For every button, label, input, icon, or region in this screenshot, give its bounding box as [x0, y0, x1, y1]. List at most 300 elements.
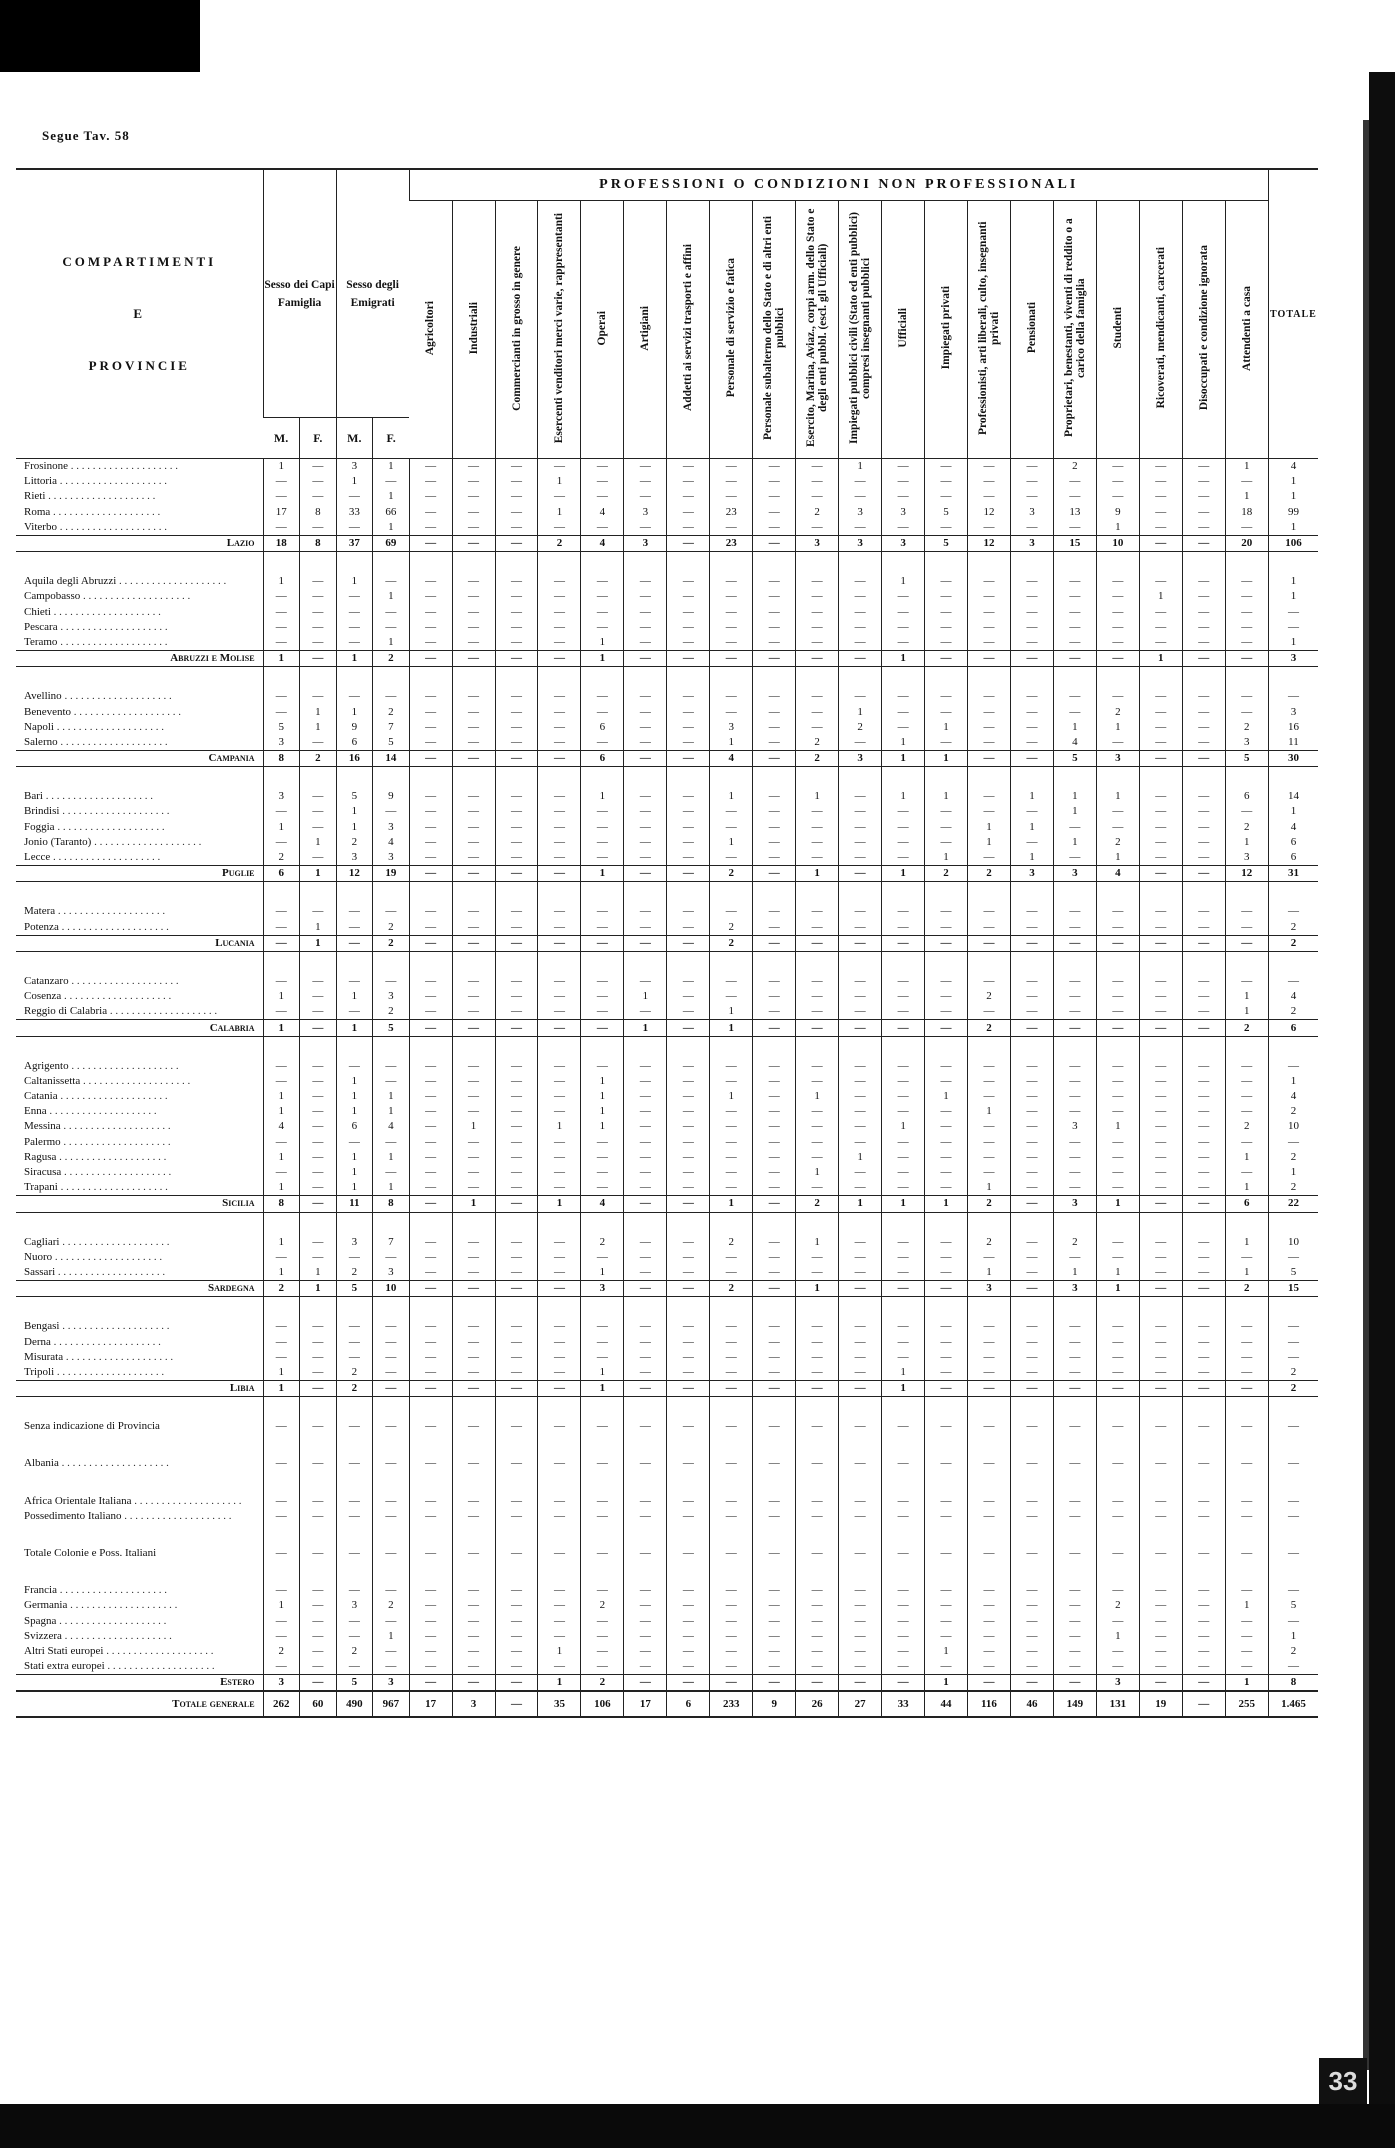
- table-cell: 1: [263, 989, 300, 1004]
- table-cell: —: [1010, 651, 1053, 667]
- table-cell: —: [753, 1365, 796, 1381]
- table-cell: —: [1139, 1089, 1182, 1104]
- row-label: Derna . . .: [16, 1334, 263, 1349]
- table-cell: —: [300, 1119, 337, 1134]
- table-cell: 2: [373, 920, 410, 936]
- table-cell: —: [1139, 1250, 1182, 1265]
- table-cell: —: [796, 804, 839, 819]
- table-cell: —: [373, 1381, 410, 1397]
- table-cell: 6: [1268, 835, 1318, 850]
- spacer-cell: [336, 1434, 373, 1456]
- spacer-cell: [1268, 1212, 1318, 1235]
- table-cell: —: [710, 1644, 753, 1659]
- table-cell: —: [409, 574, 452, 589]
- profession-header-label: Operai: [596, 310, 609, 346]
- spacer-cell: [839, 1434, 882, 1456]
- spacer-cell: [1053, 1434, 1096, 1456]
- table-cell: —: [796, 1334, 839, 1349]
- spacer-cell: [581, 767, 624, 790]
- table-cell: —: [1182, 920, 1225, 936]
- spacer-cell: [1053, 552, 1096, 575]
- table-cell: —: [495, 1350, 538, 1365]
- table-cell: 3: [1010, 866, 1053, 882]
- spacer-cell: [581, 667, 624, 690]
- table-cell: 5: [336, 789, 373, 804]
- table-cell: —: [925, 1074, 968, 1089]
- table-cell: 1: [581, 1381, 624, 1397]
- table-cell: —: [1139, 1494, 1182, 1509]
- subtotal-row: [16, 1020, 1318, 1036]
- table-cell: —: [753, 1456, 796, 1471]
- table-cell: —: [1225, 1614, 1268, 1629]
- table-cell: —: [409, 1165, 452, 1180]
- table-cell: —: [452, 1598, 495, 1613]
- table-cell: —: [495, 935, 538, 951]
- table-cell: —: [839, 1456, 882, 1471]
- table-cell: —: [925, 904, 968, 919]
- table-row: [16, 1350, 1318, 1365]
- table-cell: —: [882, 1059, 925, 1074]
- table-cell: —: [624, 1614, 667, 1629]
- table-cell: —: [1182, 1350, 1225, 1365]
- table-row: [16, 605, 1318, 620]
- table-cell: —: [452, 1281, 495, 1297]
- row-label: Libia: [16, 1381, 263, 1397]
- table-cell: —: [1268, 904, 1318, 919]
- table-cell: —: [968, 1365, 1011, 1381]
- table-cell: —: [1182, 804, 1225, 819]
- spacer-cell: [495, 1561, 538, 1583]
- table-cell: —: [667, 974, 710, 989]
- row-label: Viterbo . . .: [16, 520, 263, 536]
- table-cell: —: [839, 1119, 882, 1134]
- table-cell: —: [753, 704, 796, 719]
- table-cell: —: [1053, 1629, 1096, 1644]
- table-cell: —: [925, 474, 968, 489]
- table-cell: —: [624, 474, 667, 489]
- table-cell: —: [753, 689, 796, 704]
- spacer-cell: [452, 552, 495, 575]
- table-cell: 3: [336, 459, 373, 475]
- table-cell: —: [300, 651, 337, 667]
- table-cell: —: [495, 605, 538, 620]
- table-cell: —: [1182, 1180, 1225, 1196]
- spacer-cell: [839, 951, 882, 974]
- table-cell: —: [753, 1659, 796, 1675]
- table-cell: 6: [581, 720, 624, 735]
- spacer-cell: [373, 552, 410, 575]
- table-cell: —: [925, 1104, 968, 1119]
- spacer-cell: [839, 1561, 882, 1583]
- row-label: Germania . . .: [16, 1598, 263, 1613]
- table-cell: —: [300, 605, 337, 620]
- table-cell: —: [452, 689, 495, 704]
- table-cell: —: [710, 850, 753, 866]
- spacer-cell: [624, 1524, 667, 1546]
- table-cell: —: [495, 1020, 538, 1036]
- table-cell: —: [753, 850, 796, 866]
- spacer-cell: [667, 1524, 710, 1546]
- spacer-cell: [667, 767, 710, 790]
- table-cell: —: [263, 1319, 300, 1334]
- table-cell: —: [925, 1350, 968, 1365]
- table-cell: —: [495, 751, 538, 767]
- spacer-cell: [373, 1472, 410, 1494]
- table-cell: —: [1182, 866, 1225, 882]
- table-cell: —: [263, 935, 300, 951]
- table-cell: —: [538, 1265, 581, 1281]
- table-cell: —: [753, 920, 796, 936]
- spacer-cell: [1096, 1434, 1139, 1456]
- table-cell: —: [753, 1350, 796, 1365]
- table-cell: 3: [839, 535, 882, 551]
- spacer-cell: [1182, 667, 1225, 690]
- table-cell: —: [753, 535, 796, 551]
- profession-header-label: Agricoltori: [424, 300, 437, 356]
- table-cell: —: [925, 1546, 968, 1561]
- table-cell: —: [1010, 1250, 1053, 1265]
- subtotal-row: [16, 1675, 1318, 1692]
- table-cell: 1: [925, 1089, 968, 1104]
- table-row: [16, 620, 1318, 635]
- table-cell: —: [1139, 1419, 1182, 1434]
- table-cell: 1: [1010, 820, 1053, 835]
- table-cell: —: [839, 1104, 882, 1119]
- table-cell: —: [1139, 1614, 1182, 1629]
- table-cell: —: [925, 1456, 968, 1471]
- table-cell: —: [968, 751, 1011, 767]
- table-cell: 1: [1096, 850, 1139, 866]
- spacer-cell: [667, 1397, 710, 1420]
- spacer-cell: [336, 1524, 373, 1546]
- spacer-cell: [373, 1036, 410, 1059]
- table-cell: —: [624, 1659, 667, 1675]
- table-cell: —: [495, 1235, 538, 1250]
- table-cell: —: [1096, 1365, 1139, 1381]
- table-cell: —: [882, 1150, 925, 1165]
- table-cell: —: [452, 1180, 495, 1196]
- table-cell: —: [839, 989, 882, 1004]
- table-cell: —: [839, 1381, 882, 1397]
- table-cell: 1: [452, 1196, 495, 1212]
- table-cell: —: [1096, 1334, 1139, 1349]
- table-cell: —: [1182, 520, 1225, 536]
- table-cell: —: [796, 1546, 839, 1561]
- spacer-cell: [300, 767, 337, 790]
- table-cell: 3: [1010, 535, 1053, 551]
- table-cell: —: [1053, 1509, 1096, 1524]
- row-label: Potenza . . .: [16, 920, 263, 936]
- table-cell: —: [300, 789, 337, 804]
- scan-border-right: [1369, 72, 1395, 2148]
- table-cell: —: [300, 620, 337, 635]
- profession-header-label: Personale di servizio e fatica: [725, 258, 738, 398]
- table-cell: 14: [373, 751, 410, 767]
- table-cell: —: [710, 1104, 753, 1119]
- table-cell: —: [882, 1319, 925, 1334]
- spacer-cell: [1225, 1397, 1268, 1420]
- table-row: [16, 1319, 1318, 1334]
- table-cell: —: [452, 1165, 495, 1180]
- table-row: [16, 1250, 1318, 1265]
- spacer-cell: [538, 882, 581, 905]
- table-cell: —: [1053, 474, 1096, 489]
- table-cell: —: [581, 1509, 624, 1524]
- table-cell: —: [336, 1583, 373, 1598]
- spacer-cell: [1010, 951, 1053, 974]
- table-cell: —: [495, 789, 538, 804]
- table-cell: 2: [581, 1235, 624, 1250]
- table-cell: —: [796, 974, 839, 989]
- table-cell: —: [538, 1150, 581, 1165]
- table-cell: 2: [263, 1644, 300, 1659]
- table-row: [16, 1059, 1318, 1074]
- spacer-cell: [710, 1472, 753, 1494]
- profession-header: [753, 201, 796, 459]
- table-cell: —: [300, 820, 337, 835]
- table-cell: —: [495, 651, 538, 667]
- table-cell: —: [1139, 866, 1182, 882]
- table-cell: —: [409, 904, 452, 919]
- table-cell: —: [409, 620, 452, 635]
- table-cell: —: [336, 1319, 373, 1334]
- spacer-cell: [1182, 1212, 1225, 1235]
- table-cell: —: [624, 1059, 667, 1074]
- table-cell: —: [667, 520, 710, 536]
- table-cell: —: [624, 1180, 667, 1196]
- table-cell: —: [538, 1419, 581, 1434]
- table-cell: —: [667, 1250, 710, 1265]
- table-cell: 1: [710, 735, 753, 751]
- table-cell: —: [1182, 751, 1225, 767]
- table-cell: —: [667, 1150, 710, 1165]
- row-label: Totale Colonie e Poss. Italiani: [24, 1547, 157, 1560]
- spacer-cell: [373, 1212, 410, 1235]
- table-cell: —: [968, 1546, 1011, 1561]
- table-cell: —: [409, 1180, 452, 1196]
- table-cell: —: [1225, 1334, 1268, 1349]
- table-cell: 4: [373, 835, 410, 850]
- table-cell: —: [581, 574, 624, 589]
- table-cell: —: [1139, 1509, 1182, 1524]
- table-cell: —: [409, 1494, 452, 1509]
- table-row: [16, 1419, 1318, 1434]
- table-cell: —: [925, 1509, 968, 1524]
- table-cell: 11: [336, 1196, 373, 1212]
- table-cell: 5: [336, 1281, 373, 1297]
- table-cell: —: [581, 605, 624, 620]
- table-cell: 1: [263, 574, 300, 589]
- table-cell: —: [968, 1350, 1011, 1365]
- table-cell: —: [538, 459, 581, 475]
- table-cell: —: [1225, 1629, 1268, 1644]
- table-cell: —: [1053, 1350, 1096, 1365]
- spacer-cell: [300, 1397, 337, 1420]
- profession-header: [796, 201, 839, 459]
- spacer-cell: [263, 1036, 300, 1059]
- table-cell: —: [710, 1074, 753, 1089]
- table-cell: —: [925, 1494, 968, 1509]
- table-cell: —: [753, 1281, 796, 1297]
- table-cell: —: [409, 635, 452, 651]
- table-cell: —: [1053, 1150, 1096, 1165]
- table-cell: —: [667, 505, 710, 520]
- table-cell: —: [667, 804, 710, 819]
- table-cell: —: [538, 866, 581, 882]
- spacer-cell: [710, 1434, 753, 1456]
- table-cell: —: [1053, 904, 1096, 919]
- table-cell: —: [1182, 620, 1225, 635]
- row-label: Abruzzi e Molise: [16, 651, 263, 667]
- table-cell: —: [538, 850, 581, 866]
- table-cell: —: [753, 1334, 796, 1349]
- spacer-cell: [300, 1036, 337, 1059]
- table-cell: 1: [336, 1074, 373, 1089]
- table-cell: —: [263, 1165, 300, 1180]
- table-cell: —: [710, 689, 753, 704]
- table-cell: 1: [1268, 474, 1318, 489]
- table-row: [16, 1135, 1318, 1150]
- table-cell: —: [538, 1089, 581, 1104]
- spacer-cell: [624, 882, 667, 905]
- table-cell: 3: [882, 505, 925, 520]
- spacer-cell: [796, 1524, 839, 1546]
- table-cell: —: [753, 1089, 796, 1104]
- table-cell: —: [968, 1644, 1011, 1659]
- table-cell: —: [1225, 1509, 1268, 1524]
- spacer-cell: [263, 882, 300, 905]
- table-cell: —: [925, 935, 968, 951]
- table-cell: 1: [1010, 789, 1053, 804]
- table-cell: —: [1139, 1150, 1182, 1165]
- table-cell: —: [667, 1319, 710, 1334]
- table-cell: —: [452, 804, 495, 819]
- table-cell: —: [753, 635, 796, 651]
- table-cell: —: [538, 1074, 581, 1089]
- spacer-cell: [1053, 951, 1096, 974]
- table-row: [16, 1629, 1318, 1644]
- table-cell: —: [1139, 1165, 1182, 1180]
- emig-f-header: F.: [373, 418, 410, 459]
- table-cell: 3: [839, 751, 882, 767]
- heads-f-header: F.: [300, 418, 337, 459]
- spacer-cell: [1139, 1036, 1182, 1059]
- table-cell: 1: [1268, 1165, 1318, 1180]
- spacer-cell: [796, 552, 839, 575]
- table-cell: 1: [300, 866, 337, 882]
- table-cell: —: [667, 1135, 710, 1150]
- table-cell: —: [1268, 1583, 1318, 1598]
- spacer-cell: [495, 1397, 538, 1420]
- table-cell: —: [538, 605, 581, 620]
- table-cell: —: [667, 850, 710, 866]
- table-cell: —: [925, 1614, 968, 1629]
- spacer-cell: [1010, 1397, 1053, 1420]
- table-cell: —: [581, 850, 624, 866]
- table-cell: 1: [1268, 520, 1318, 536]
- table-cell: —: [925, 1281, 968, 1297]
- table-cell: —: [495, 1196, 538, 1212]
- table-cell: 3: [336, 1598, 373, 1613]
- table-cell: 1: [263, 1381, 300, 1397]
- table-cell: —: [409, 1004, 452, 1020]
- table-cell: —: [452, 720, 495, 735]
- table-cell: —: [452, 1135, 495, 1150]
- table-cell: 1: [373, 1089, 410, 1104]
- table-cell: —: [495, 904, 538, 919]
- table-cell: 1: [1225, 1675, 1268, 1692]
- table-cell: —: [336, 1135, 373, 1150]
- table-cell: —: [263, 1059, 300, 1074]
- table-cell: —: [409, 1089, 452, 1104]
- spacer-cell: [300, 667, 337, 690]
- table-cell: 4: [1268, 1089, 1318, 1104]
- table-cell: —: [1139, 720, 1182, 735]
- spacer-cell: [624, 1561, 667, 1583]
- table-cell: —: [373, 1546, 410, 1561]
- table-cell: —: [581, 1629, 624, 1644]
- spacer-cell: [882, 1524, 925, 1546]
- table-cell: 2: [1225, 720, 1268, 735]
- row-label: Svizzera . . .: [16, 1629, 263, 1644]
- table-cell: —: [667, 1350, 710, 1365]
- table-cell: 1: [796, 1235, 839, 1250]
- table-cell: 1: [968, 1180, 1011, 1196]
- spacer-cell: [495, 1212, 538, 1235]
- spacer-cell: [882, 951, 925, 974]
- table-cell: —: [1053, 1104, 1096, 1119]
- spacer-cell: [452, 1036, 495, 1059]
- spacer-cell: [667, 1434, 710, 1456]
- spacer-cell: [753, 767, 796, 790]
- table-cell: —: [753, 1250, 796, 1265]
- table-cell: —: [710, 459, 753, 475]
- table-cell: 3: [624, 535, 667, 551]
- table-cell: —: [710, 989, 753, 1004]
- table-cell: 1: [581, 1089, 624, 1104]
- table-cell: —: [452, 920, 495, 936]
- spacer-cell: [263, 1561, 300, 1583]
- table-cell: —: [753, 1196, 796, 1212]
- table-cell: —: [839, 1614, 882, 1629]
- spacer-cell: [710, 552, 753, 575]
- table-cell: —: [1182, 1059, 1225, 1074]
- table-cell: —: [300, 1250, 337, 1265]
- table-cell: —: [495, 1265, 538, 1281]
- table-cell: —: [409, 1104, 452, 1119]
- table-cell: —: [373, 620, 410, 635]
- table-cell: 1: [839, 1196, 882, 1212]
- table-cell: —: [495, 1546, 538, 1561]
- table-cell: —: [1182, 1365, 1225, 1381]
- table-cell: —: [882, 474, 925, 489]
- table-cell: —: [1139, 1180, 1182, 1196]
- table-cell: —: [1182, 1020, 1225, 1036]
- table-cell: 1: [373, 1180, 410, 1196]
- table-cell: —: [538, 835, 581, 850]
- table-cell: —: [1096, 635, 1139, 651]
- table-cell: 13: [1053, 505, 1096, 520]
- table-cell: —: [796, 1119, 839, 1134]
- table-cell: —: [336, 904, 373, 919]
- table-cell: —: [1182, 1381, 1225, 1397]
- table-cell: —: [1139, 505, 1182, 520]
- table-cell: —: [925, 1583, 968, 1598]
- table-cell: —: [538, 635, 581, 651]
- subtotal-row: [16, 751, 1318, 767]
- profession-header: [1096, 201, 1139, 459]
- table-cell: —: [452, 820, 495, 835]
